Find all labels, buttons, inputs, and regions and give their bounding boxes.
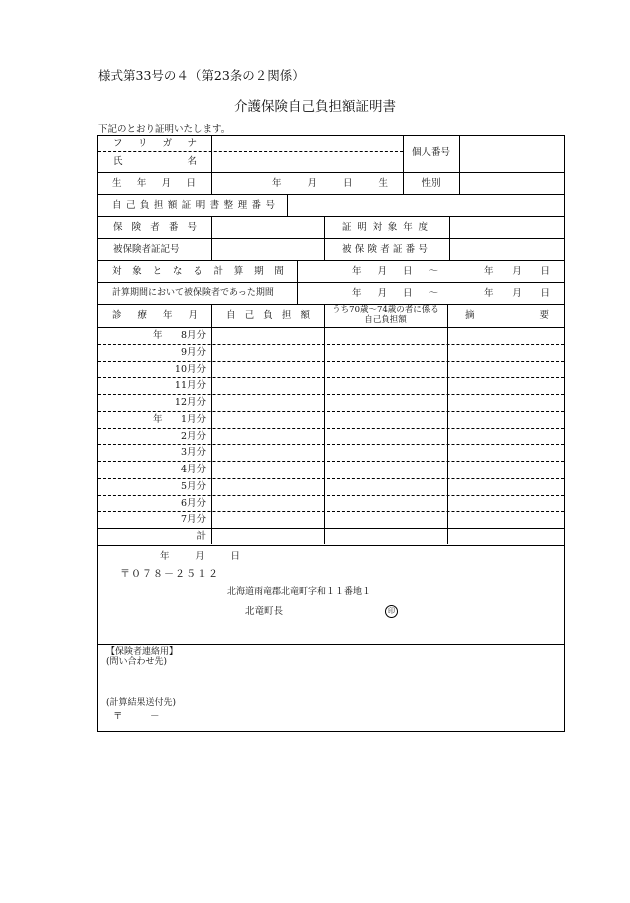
document-title: 介護保険自己負担額証明書 [234, 99, 396, 115]
personal-number-label: 個人番号 [411, 147, 450, 158]
month-year-label: 年 [153, 413, 163, 425]
furigana-divider [98, 151, 403, 152]
month-label: 2月分 [180, 430, 206, 442]
birth-date-value: 年 月 日 生 [272, 178, 388, 189]
calc-period-from: 年 月 日 ～ [352, 266, 438, 277]
row-divider [98, 478, 564, 479]
form-id: 様式第33号の４（第23条の２関係） [98, 68, 305, 83]
month-label: 5月分 [180, 480, 206, 492]
intro-text: 下記のとおり証明いたします。 [98, 124, 231, 135]
row-divider [98, 394, 564, 395]
month-label: 12月分 [174, 397, 206, 408]
month-label: 8月分 [180, 330, 206, 341]
row-divider [98, 444, 564, 445]
birth-date-label: 生 年 月 日 [112, 178, 196, 189]
month-header: 診 療 年 月 [112, 310, 198, 321]
seal-mark: 印 [385, 605, 398, 618]
row-divider [98, 361, 564, 362]
row-divider [98, 377, 564, 378]
insured-period-label: 計算期間において被保険者であった期間 [112, 288, 274, 298]
age-70-74-header: うち70歳～74歳の者に係る 自己負担額 [332, 305, 439, 325]
sex-label: 性別 [421, 178, 441, 189]
cert-year-label: 証 明 対 象 年 度 [342, 222, 428, 233]
month-label: 1月分 [180, 413, 206, 425]
row-divider [98, 411, 564, 412]
issue-date: 年 月 日 [160, 551, 240, 562]
month-label: 6月分 [180, 497, 206, 509]
insurer-number-label: 保 険 者 番 号 [113, 222, 197, 233]
row-divider [98, 428, 564, 429]
inquiry-label: (問い合わせ先) [106, 657, 168, 667]
contact-postal-dash: － [150, 711, 160, 722]
calc-period-to: 年 月 日 [484, 266, 550, 277]
total-label: 計 [196, 531, 206, 542]
issuer-address: 北海道雨竜郡北竜町字和１１番地１ [227, 587, 372, 597]
insured-period-from: 年 月 日 ～ [352, 288, 438, 299]
issuer-mayor: 北竜町長 [245, 606, 284, 617]
month-label: 4月分 [180, 464, 206, 475]
calc-period-label: 対 象 と な る 計 算 期 間 [112, 266, 284, 277]
row-divider [98, 511, 564, 512]
self-pay-header: 自 己 負 担 額 [226, 310, 310, 321]
month-label: 9月分 [180, 346, 206, 358]
insured-number-label: 被 保 険 者 証 番 号 [342, 244, 428, 255]
month-label: 11月分 [174, 380, 206, 392]
row-divider [98, 495, 564, 496]
month-label: 3月分 [180, 447, 206, 459]
contact-heading: 【保険者連絡用】 [106, 647, 179, 657]
insured-symbol-label: 被保険者証記号 [113, 244, 180, 255]
ref-number-label: 自 己 負 担 額 証 明 書 整 理 番 号 [112, 200, 275, 211]
insured-period-to: 年 月 日 [484, 288, 550, 299]
month-label: 7月分 [180, 514, 206, 526]
row-divider [98, 344, 564, 345]
contact-postal-mark: 〒 [113, 711, 123, 722]
month-label: 10月分 [174, 363, 206, 375]
issuer-postal: 〒０７８－２５１２ [120, 569, 219, 580]
send-to-label: (計算結果送付先) [106, 698, 177, 708]
remarks-header: 摘 要 [465, 310, 549, 321]
furigana-label: フ リ ガ ナ [113, 138, 197, 149]
month-year-label: 年 [153, 330, 163, 341]
name-label: 氏 名 [113, 156, 197, 167]
certificate-table [97, 135, 565, 732]
row-divider [98, 461, 564, 462]
